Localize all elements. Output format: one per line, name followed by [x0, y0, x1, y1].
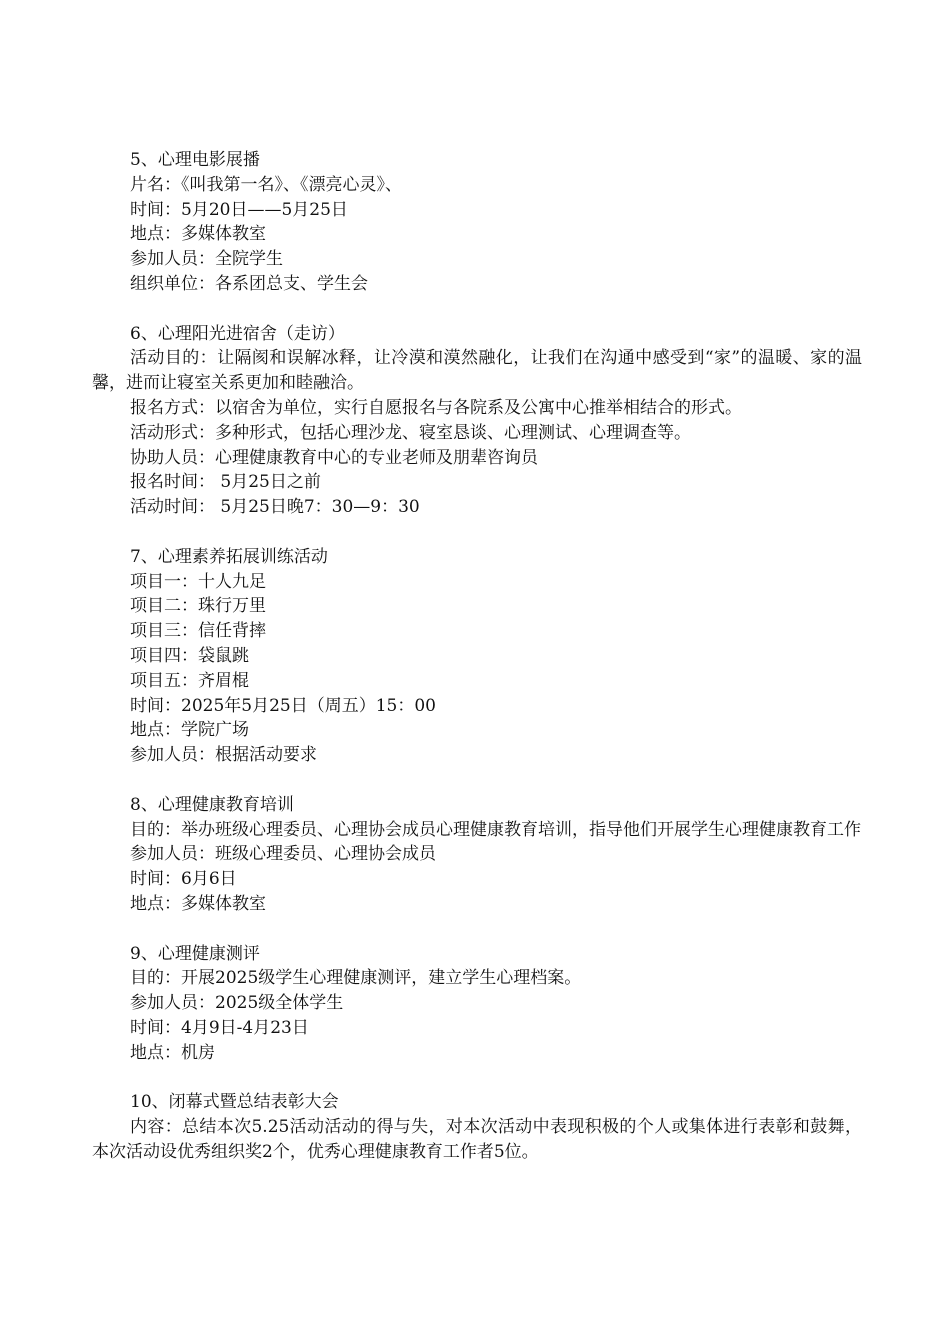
section-education	[92, 793, 862, 917]
paragraph: 项目四：袋鼠跳	[130, 645, 249, 666]
paragraph: 时间：2025年5月25日（周五）15：00	[130, 695, 436, 716]
paragraph: 时间：4月9日-4月23日	[130, 1017, 309, 1038]
paragraph: 目的：举办班级心理委员、心理协会成员心理健康教育培训，指导他们开展学生心理健康教育工作	[130, 819, 861, 840]
paragraph: 活动形式：多种形式，包括心理沙龙、寝室恳谈、心理测试、心理调查等。	[130, 422, 691, 443]
paragraph: 协助人员：心理健康教育中心的专业老师及朋辈咨询员	[130, 447, 538, 468]
paragraph: 项目二：珠行万里	[130, 596, 266, 617]
paragraph: 组织单位：各系团总支、学生会	[130, 273, 368, 294]
paragraph: 地点：多媒体教室	[130, 224, 266, 245]
paragraph: 参加人员：全院学生	[130, 249, 283, 270]
paragraph: 内容：总结本次5.25活动活动的得与失，对本次活动中表现积极的个人或集体进行表彰和鼓舞，本次活动设优秀组织奖2个，优秀心理健康教育工作者5位。	[92, 1117, 862, 1162]
section-dorm	[92, 322, 862, 520]
paragraph: 参加人员：班级心理委员、心理协会成员	[130, 844, 436, 865]
paragraph: 活动目的：让隔阂和误解冰释，让冷漠和漠然融化，让我们在沟通中感受到“家”的温暖、家的温馨，进而让寝室关系更加和睦融洽。	[92, 348, 862, 394]
paragraph: 项目五：齐眉棍	[130, 670, 249, 691]
section-title: 10、闭幕式暨总结表彰大会	[130, 1092, 339, 1113]
document-page	[92, 148, 862, 1189]
section-assessment	[92, 942, 862, 1066]
paragraph: 地点：机房	[130, 1042, 215, 1063]
paragraph: 时间：6月6日	[130, 869, 237, 890]
paragraph: 地点：多媒体教室	[130, 893, 266, 914]
paragraph: 片名：《叫我第一名》、《漂亮心灵》、	[130, 174, 402, 195]
paragraph: 目的：开展2025级学生心理健康测评，建立学生心理档案。	[130, 968, 582, 989]
section-training	[92, 545, 862, 768]
section-title: 7、心理素养拓展训练活动	[130, 546, 328, 567]
section-title: 5、心理电影展播	[130, 150, 260, 170]
section-title: 6、心理阳光进宿舍（走访）	[130, 323, 345, 344]
paragraph: 报名时间： 5月25日之前	[130, 472, 321, 493]
paragraph: 项目一：十人九足	[130, 571, 266, 592]
paragraph: 活动时间： 5月25日晚7：30—9：30	[130, 497, 420, 518]
section-title: 8、心理健康教育培训	[130, 794, 294, 815]
paragraph: 时间：5月20日——5月25日	[130, 199, 348, 220]
paragraph: 地点：学院广场	[130, 720, 249, 741]
paragraph: 报名方式：以宿舍为单位，实行自愿报名与各院系及公寓中心推举相结合的形式。	[130, 397, 742, 418]
section-movie	[92, 148, 862, 297]
paragraph: 参加人员：2025级全体学生	[130, 993, 344, 1014]
section-title: 9、心理健康测评	[130, 943, 260, 964]
section-closing	[92, 1090, 862, 1164]
paragraph: 项目三：信任背摔	[130, 621, 266, 642]
paragraph: 参加人员：根据活动要求	[130, 745, 317, 766]
